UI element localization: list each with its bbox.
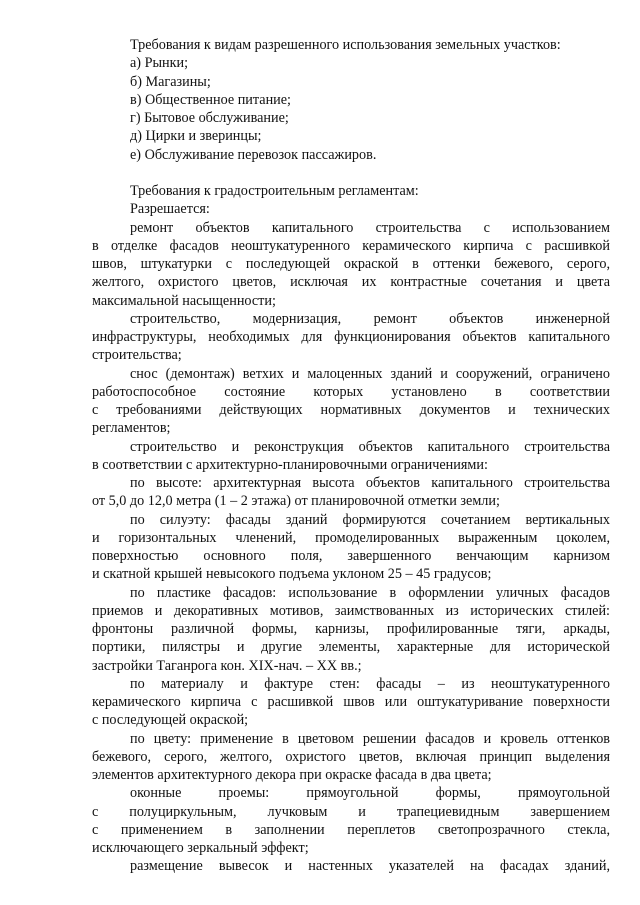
list-item: в) Общественное питание; [130,91,291,108]
paragraph-line: по цвету: применение в цветовом решении фасадов и кровель оттенков [130,730,610,747]
paragraph-line: в соответствии с архитектурно-планировочными ограничениями: [92,456,488,473]
paragraph-line: работоспособное состояние которых установлено в соответствии [92,383,610,400]
paragraph-line: по силуэту: фасады зданий формируются сочетанием вертикальных [130,511,610,528]
paragraph-line: снос (демонтаж) ветхих и малоценных зданий и сооружений, ограничено [130,365,610,382]
section-title-regulations: Требования к градостроительным регламентам: [130,183,419,199]
allowed-heading: Разрешается: [130,201,210,218]
paragraph-line: исключающего зеркальный эффект; [92,840,309,856]
paragraph-line: оконные проемы: прямоугольной формы, прямоугольной [130,785,610,802]
paragraph-line: с последующей окраской; [92,712,249,729]
paragraph-line: приемов и декоративных мотивов, заимствованных из исторических стилей: [92,602,610,619]
paragraph-line: строительство, модернизация, ремонт объектов инженерной [130,310,610,327]
paragraph-line: поверхностью основного поля, завершенного венчающим карнизом [92,548,610,564]
paragraph-line: по пластике фасадов: использование в оформлении уличных фасадов [130,584,610,601]
paragraph-line: элементов архитектурного декора при окраске фасада в два цвета; [92,767,492,783]
paragraph-line: максимальной насыщенности; [92,292,276,309]
paragraph-line: и скатной крышей невысокого подъема уклоном 25 – 45 градусов; [92,566,492,583]
paragraph-line: регламентов; [92,420,171,437]
paragraph-line: бежевого, серого, желтого, охристого цветов, включая принцип выделения [92,748,610,765]
paragraph-line: строительство и реконструкция объектов капитального строительства [130,438,610,455]
paragraph-line: ремонт объектов капитального строительства с использованием [130,219,610,236]
document-page [92,36,610,876]
paragraph-line: швов, штукатурки с последующей окраской в оттенки бежевого, серого, [92,256,610,272]
paragraph-line: желтого, охристого цветов, исключая их контрастные сочетания и цвета [92,274,610,291]
list-item: г) Бытовое обслуживание; [130,110,289,126]
paragraph-line: строительства; [92,347,182,364]
paragraph-line: с требованиями действующих нормативных документов и технических [92,402,610,418]
paragraph-line: по высоте: архитектурная высота объектов капитального строительства [130,475,610,491]
paragraph-line: с применением в заполнении переплетов светопрозрачного стекла, [92,821,610,838]
paragraph-line: и горизонтальных членений, промоделированных выраженным цоколем, [92,529,610,546]
section-title-permitted-use: Требования к видам разрешенного использования земельных участков: [130,37,561,53]
paragraph-line: портики, пилястры и другие элементы, характерные для исторической [92,639,610,656]
list-item: е) Обслуживание перевозок пассажиров. [130,146,377,163]
paragraph-line: по материалу и фактуре стен: фасады – из неоштукатуренного [130,675,610,692]
list-item: б) Магазины; [130,73,211,90]
paragraph-line: застройки Таганрога кон. XIX-нач. – XX вв.; [92,657,362,674]
paragraph-line: от 5,0 до 12,0 метра (1 – 2 этажа) от планировочной отметки земли; [92,493,500,510]
paragraph-line: в отделке фасадов неоштукатуренного керамического кирпича с расшивкой [92,237,610,254]
list-item: д) Цирки и зверинцы; [130,128,262,145]
spacer [92,164,610,182]
paragraph-line: фронтоны различной формы, карнизы, профилированные тяги, аркады, [92,621,610,637]
paragraph-line: с полуциркульным, лучковым и трапециевидным завершением [92,803,610,820]
list-item: а) Рынки; [130,55,189,72]
paragraph-line: размещение вывесок и настенных указателей на фасадах зданий, [130,858,610,875]
paragraph-line: керамического кирпича с расшивкой швов или оштукатуривание поверхности [92,694,610,710]
paragraph-line: инфраструктуры, необходимых для функционирования объектов капитального [92,329,610,345]
